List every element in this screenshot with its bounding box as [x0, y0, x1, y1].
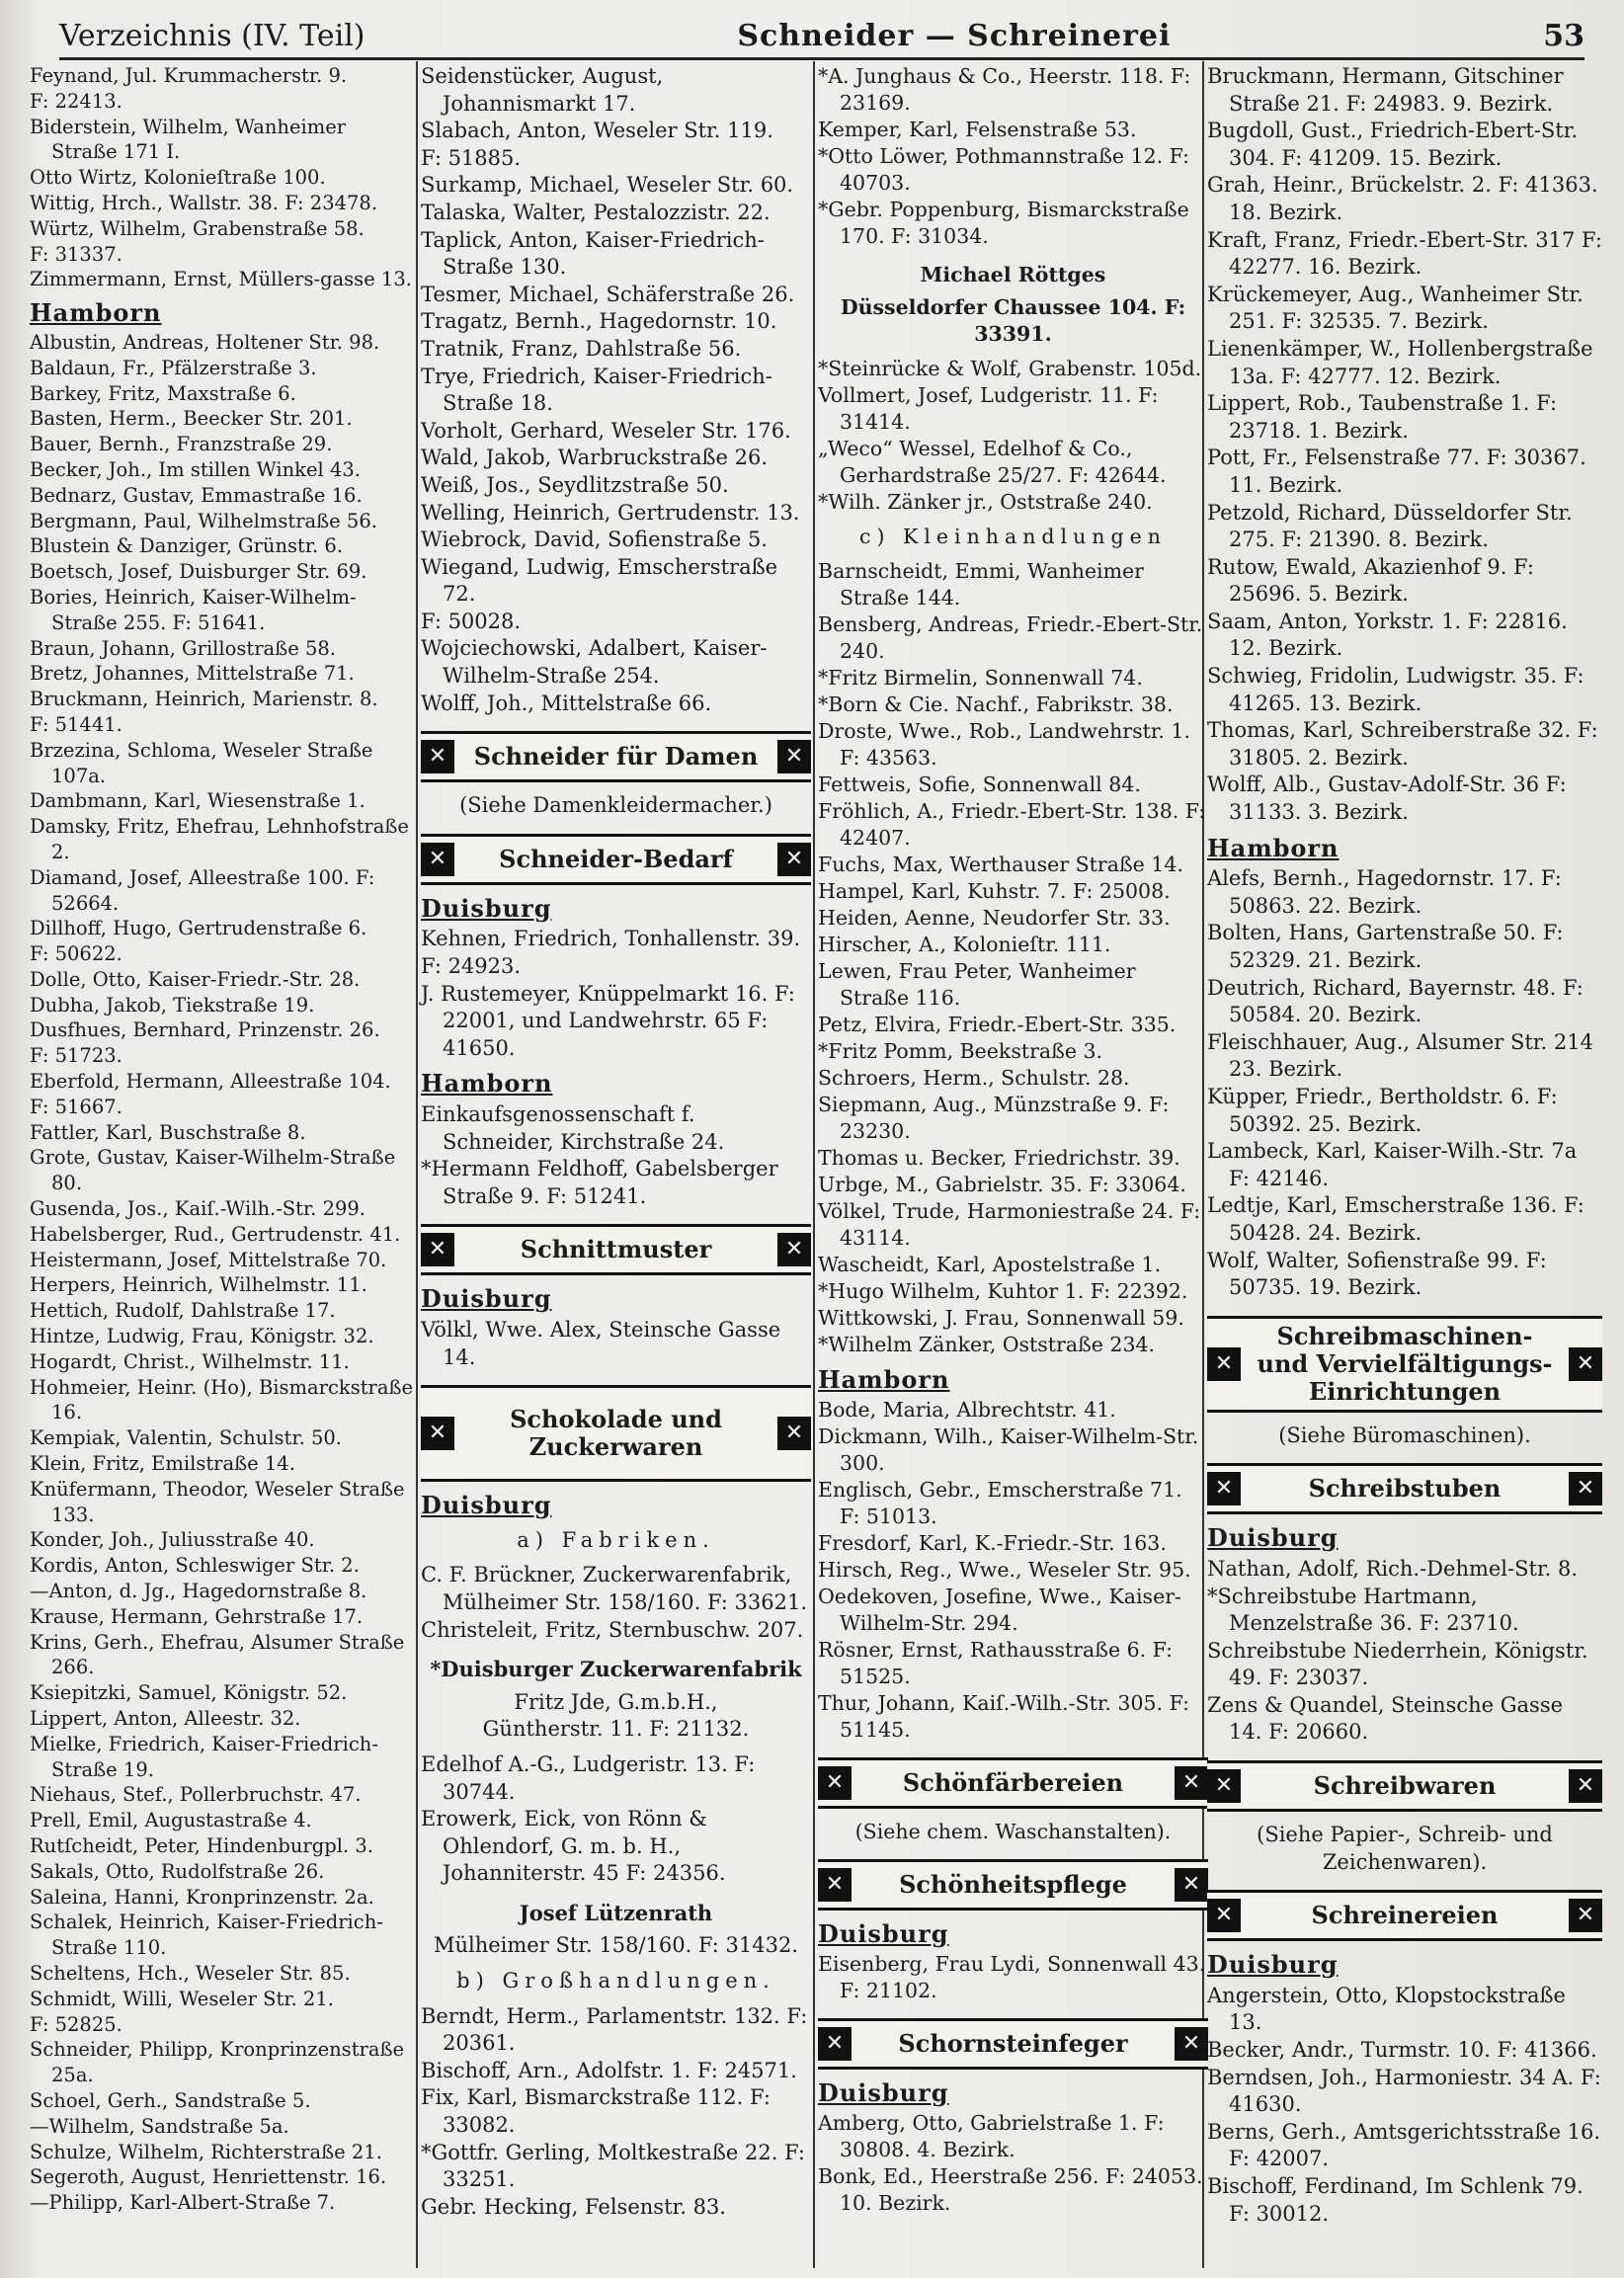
directory-entry: Thomas, Karl, Schreiberstraße 32. F: 31805. 2. Bezirk. [1207, 718, 1598, 770]
directory-entry: Kemper, Karl, Felsenstraße 53. [818, 118, 1137, 141]
section-title: Schönheitspflege [899, 1870, 1127, 1899]
ornament-icon: ✕ [421, 843, 454, 876]
directory-entry: Taplick, Anton, Kaiser-Friedrich-Straße 130. [421, 227, 765, 280]
entry-list [818, 1397, 1208, 1744]
directory-entry: Fuchs, Max, Werthauser Straße 14. [818, 853, 1183, 876]
column-rule [813, 61, 815, 2268]
section-banner [421, 1224, 811, 1275]
section-title: Schneider-Bedarf [499, 844, 733, 873]
directory-entry: Barkey, Fritz, Maxstraße 6. [30, 381, 296, 405]
directory-entry: Hampel, Karl, Kuhstr. 7. F: 25008. [818, 879, 1171, 903]
ornament-icon: ✕ [1207, 1347, 1241, 1381]
ornament-icon: ✕ [1175, 1766, 1208, 1800]
entry-list [1207, 865, 1602, 1302]
ornament-icon: ✕ [1569, 1347, 1602, 1381]
section-title: Schreinereien [1311, 1901, 1499, 1930]
directory-entry: Dusfhues, Bernhard, Prinzenstr. 26. [30, 1018, 380, 1042]
directory-entry: Oedekoven, Josefine, Wwe., Kaiser-Wilhelm-Str. 294. [818, 1585, 1181, 1635]
directory-entry: Fröhlich, A., Friedr.-Ebert-Str. 138. F: 42407. [818, 799, 1206, 850]
cross-reference: (Siehe Büromaschinen). [1278, 1423, 1531, 1447]
directory-entry: Vollmert, Josef, Ludgeristr. 11. F: 31414. [818, 383, 1159, 434]
directory-entry: Barnscheidt, Emmi, Wanheimer Straße 144. [818, 559, 1144, 610]
directory-entry: —Anton, d. Jg., Hagedornstraße 8. [30, 1580, 367, 1603]
directory-entry: Rutſcheidt, Peter, Hindenburgpl. 3. [30, 1833, 373, 1857]
directory-entry: *Gebr. Poppenburg, Bismarckstraße 170. F: 31034. [818, 198, 1189, 248]
section-banner [421, 834, 811, 885]
city-heading-duisburg: Duisburg [421, 893, 552, 923]
directory-entry: Schalek, Heinrich, Kaiser-Friedrich-Straße 110. [30, 1911, 383, 1960]
directory-entry: *Gottfr. Gerling, Moltkestraße 22. F: 33251. [421, 2140, 805, 2192]
directory-entry: Dubha, Jakob, Tiekstraße 19. [30, 993, 315, 1017]
ornament-icon: ✕ [1175, 1868, 1208, 1902]
directory-entry: „Weco“ Wessel, Edelhof & Co., Gerhardstraße 25/27. F: 42644. [818, 437, 1167, 487]
directory-entry: Thur, Johann, Kaiſ.-Wilh.-Str. 305. F: 51145. [818, 1691, 1189, 1742]
directory-entry: F: 24923. [421, 954, 522, 979]
directory-entry: Schulze, Wilhelm, Richterstraße 21. [30, 2140, 382, 2163]
city-heading-duisburg: Duisburg [421, 1284, 552, 1314]
directory-entry: Fix, Karl, Bismarckstraße 112. F: 33082. [421, 2085, 771, 2138]
entry-list [1207, 63, 1602, 827]
directory-entry: Kordis, Anton, Schleswiger Str. 2. [30, 1554, 360, 1578]
directory-entry: Hirsch, Reg., Wwe., Weseler Str. 95. [818, 1558, 1191, 1582]
featured-entry-line: Fritz Jde, G.m.b.H., [514, 1689, 718, 1714]
directory-entry: Rutow, Ewald, Akazienhof 9. F: 25696. 5. Bezirk. [1207, 554, 1534, 607]
section-title: Schönfärbereien [902, 1768, 1124, 1797]
directory-entry: Welling, Heinrich, Gertrudenstr. 13. [421, 500, 800, 525]
directory-entry: Slabach, Anton, Weseler Str. 119. [421, 119, 773, 143]
column-2 [421, 63, 811, 2221]
entry-list [421, 1562, 811, 1644]
directory-entry: Mielke, Friedrich, Kaiser-Friedrich-Straße 19. [30, 1732, 378, 1781]
directory-entry: Dambmann, Karl, Wiesenstraße 1. [30, 789, 365, 813]
directory-entry: Feynand, Jul. Krummacherstr. 9. [30, 64, 348, 87]
directory-entry: Berndt, Herm., Parlamentstr. 132. F: 20361. [421, 2003, 808, 2056]
directory-entry: Lippert, Rob., Taubenstraße 1. F: 23718. 1. Bezirk. [1207, 391, 1558, 443]
entry-list [1207, 1556, 1602, 1747]
ornament-icon: ✕ [1569, 1472, 1602, 1505]
directory-entry: Wolf, Walter, Sofienstraße 99. F: 50735. 19. Bezirk. [1207, 1248, 1547, 1300]
entry-list [818, 558, 1208, 1358]
subsection-heading: a) Fabriken. [517, 1527, 715, 1552]
directory-entry: Völkl, Wwe. Alex, Steinsche Gasse 14. [421, 1317, 781, 1369]
directory-entry: Wittkowski, J. Frau, Sonnenwall 59. [818, 1306, 1184, 1330]
directory-entry: Zens & Quandel, Steinsche Gasse 14. F: 20660. [1207, 1692, 1564, 1745]
directory-entry: Krins, Gerh., Ehefrau, Alsumer Straße 266. [30, 1630, 405, 1679]
section-banner [1207, 1760, 1602, 1812]
header-center: Schneider — Schreinerei [737, 18, 1172, 53]
directory-entry: *Wilh. Zänker jr., Oststraße 240. [818, 490, 1153, 514]
directory-entry: Otto Wirtz, Kolonieſtraße 100. [30, 166, 326, 190]
page-number: 53 [1543, 18, 1584, 53]
featured-entry-name: Michael Röttges [920, 263, 1106, 286]
directory-entry: Fleischhauer, Aug., Alsumer Str. 214 23. Bezirk. [1207, 1029, 1593, 1082]
directory-entry: Klein, Fritz, Emilstraße 14. [30, 1452, 295, 1476]
directory-entry: Prell, Emil, Augustastraße 4. [30, 1809, 312, 1832]
section-title: Schreibstuben [1308, 1474, 1502, 1504]
city-heading-duisburg: Duisburg [1207, 1950, 1339, 1980]
directory-entry: *Hermann Feldhoff, Gabelsberger Straße 9. F: 51241. [421, 1157, 778, 1208]
city-heading-hamborn: Hamborn [818, 1365, 950, 1394]
ornament-icon: ✕ [421, 740, 454, 773]
directory-entry: Siepmann, Aug., Münzstraße 9. F: 23230. [818, 1093, 1170, 1143]
directory-entry: Berns, Gerh., Amtsgerichtsstraße 16. F: 42007. [1207, 2119, 1601, 2171]
ornament-icon: ✕ [818, 2027, 852, 2061]
featured-entry-name: Josef Lützenrath [519, 1900, 713, 1925]
entry-list [421, 1101, 811, 1210]
section-title: Schreibwaren [1313, 1771, 1497, 1801]
directory-entry: Baldaun, Fr., Pfälzerstraße 3. [30, 356, 317, 379]
directory-entry: Becker, Andr., Turmstr. 10. F: 41366. [1207, 2038, 1597, 2063]
cross-reference: (Siehe Papier-, Schreib- und Zeichenwaren). [1257, 1823, 1553, 1874]
directory-entry: Wolff, Joh., Mittelstraße 66. [421, 691, 712, 715]
entry-list [818, 356, 1208, 516]
directory-entry: Lewen, Frau Peter, Wanheimer Straße 116. [818, 959, 1136, 1010]
directory-entry: Seidenstücker, August, Johannismarkt 17. [421, 64, 664, 116]
directory-entry: Schwieg, Fridolin, Ludwigstr. 35. F: 41265. 13. Bezirk. [1207, 664, 1584, 715]
directory-entry: *Hugo Wilhelm, Kuhtor 1. F: 22392. [818, 1279, 1188, 1303]
entry-list [818, 1951, 1208, 2004]
directory-entry: —Philipp, Karl-Albert-Straße 7. [30, 2191, 336, 2215]
entry-list [421, 2003, 811, 2222]
directory-entry: Wittig, Hrch., Wallstr. 38. F: 23478. [30, 191, 378, 214]
directory-entry: Surkamp, Michael, Weseler Str. 60. [421, 173, 794, 198]
directory-entry: F: 22413. [30, 89, 122, 113]
directory-entry: Bruckmann, Heinrich, Marienstr. 8. [30, 688, 378, 711]
directory-entry: Bretz, Johannes, Mittelstraße 71. [30, 662, 355, 686]
featured-entry-line: Düsseldorfer Chaussee 104. F: 33391. [840, 295, 1186, 346]
page-header [59, 14, 1584, 60]
directory-entry: Dickmann, Wilh., Kaiser-Wilhelm-Str. 300. [818, 1424, 1199, 1475]
city-heading-duisburg: Duisburg [421, 1491, 552, 1520]
directory-entry: Habelsberger, Rud., Gertrudenstr. 41. [30, 1222, 401, 1246]
directory-entry: Talaska, Walter, Pestalozzistr. 22. [421, 200, 771, 224]
ornament-icon: ✕ [1207, 1899, 1241, 1932]
directory-entry: Brzezina, Schloma, Weseler Straße 107a. [30, 738, 373, 787]
directory-entry: Bugdoll, Gust., Friedrich-Ebert-Str. 304. F: 41209. 15. Bezirk. [1207, 119, 1579, 170]
directory-entry: Wascheidt, Karl, Apostelstraße 1. [818, 1253, 1162, 1276]
directory-entry: *Fritz Pomm, Beekstraße 3. [818, 1039, 1103, 1063]
directory-entry: *Schreibstube Hartmann, Menzelstraße 36. F: 23710. [1207, 1584, 1519, 1636]
directory-entry: Schoel, Gerh., Sandstraße 5. [30, 2088, 311, 2112]
directory-entry: Bode, Maria, Albrechtstr. 41. [818, 1398, 1116, 1422]
directory-entry: Basten, Herm., Beecker Str. 201. [30, 407, 353, 431]
featured-entry-line: Mülheimer Str. 158/160. F: 31432. [433, 1933, 799, 1958]
column-1 [30, 63, 415, 2216]
directory-entry: Ksiepitzki, Samuel, Königstr. 52. [30, 1681, 348, 1705]
ornament-icon: ✕ [421, 1233, 454, 1266]
directory-entry: Segeroth, August, Henriettenstr. 16. [30, 2165, 387, 2189]
directory-entry: F: 31337. [30, 242, 122, 266]
directory-entry: Eisenberg, Frau Lydi, Sonnenwall 43. F: 21102. [818, 1952, 1206, 2002]
directory-entry: Hettich, Rudolf, Dahlstraße 17. [30, 1299, 336, 1323]
directory-entry: Vorholt, Gerhard, Weseler Str. 176. [421, 418, 791, 443]
section-title: Schokolade und Zuckerwaren [510, 1405, 722, 1462]
directory-entry: Herpers, Heinrich, Wilhelmstr. 11. [30, 1273, 367, 1297]
directory-entry: Gusenda, Jos., Kaiſ.-Wilh.-Str. 299. [30, 1197, 365, 1221]
directory-entry: Tratnik, Franz, Dahlstraße 56. [421, 336, 742, 361]
directory-entry: Erowerk, Eick, von Rönn & Ohlendorf, G. m. b. H., Johanniterstr. 45 F: 24356. [421, 1807, 726, 1886]
directory-entry: Schmidt, Willi, Weseler Str. 21. [30, 1987, 334, 2010]
directory-entry: Eberfold, Hermann, Alleestraße 104. [30, 1070, 391, 1094]
directory-entry: Diamand, Josef, Alleestraße 100. F: 52664. [30, 865, 375, 915]
directory-entry: C. F. Brückner, Zuckerwarenfabrik, Mülheimer Str. 158/160. F: 33621. [421, 1563, 808, 1614]
directory-entry: F: 51441. [30, 712, 122, 736]
directory-entry: Krückemeyer, Aug., Wanheimer Str. 251. F: 32535. 7. Bezirk. [1207, 282, 1583, 334]
directory-entry: Schneider, Philipp, Kronprinzenstraße 25a. [30, 2038, 405, 2087]
directory-entry: Wolff, Alb., Gustav-Adolf-Str. 36 F: 31133. 3. Bezirk. [1207, 773, 1567, 825]
directory-entry: *Fritz Birmelin, Sonnenwall 74. [818, 666, 1143, 690]
ornament-icon: ✕ [1569, 1769, 1602, 1803]
ornament-icon: ✕ [421, 1417, 454, 1450]
section-banner [1207, 1463, 1602, 1514]
directory-entry: Sakals, Otto, Rudolfstraße 26. [30, 1859, 325, 1883]
directory-entry: —Wilhelm, Sandstraße 5a. [30, 2114, 289, 2138]
directory-entry: *Wilhelm Zänker, Oststraße 234. [818, 1333, 1156, 1356]
directory-entry: *A. Junghaus & Co., Heerstr. 118. F: 23169. [818, 64, 1191, 115]
directory-entry: Küpper, Friedr., Bertholdstr. 6. F: 50392. 25. Bezirk. [1207, 1084, 1558, 1136]
directory-entry: Albustin, Andreas, Holtener Str. 98. [30, 330, 380, 354]
city-heading-hamborn: Hamborn [421, 1069, 553, 1098]
directory-entry: Würtz, Wilhelm, Grabenstraße 58. [30, 216, 365, 240]
directory-entry: *Steinrücke & Wolf, Grabenstr. 105d. [818, 357, 1202, 380]
directory-entry: Wojciechowski, Adalbert, Kaiser-Wilhelm-Straße 254. [421, 636, 768, 689]
ornament-icon: ✕ [777, 740, 811, 773]
ornament-icon: ✕ [818, 1868, 852, 1902]
city-heading-hamborn: Hamborn [30, 298, 162, 328]
directory-entry: Dolle, Otto, Kaiser-Friedr.-Str. 28. [30, 967, 361, 991]
ornament-icon: ✕ [1207, 1769, 1241, 1803]
directory-entry: Rösner, Ernst, Rathausstraße 6. F: 51525. [818, 1638, 1174, 1688]
directory-entry: Wiegand, Ludwig, Emscherstraße 72. [421, 554, 778, 607]
directory-entry: Christeleit, Fritz, Sternbuschw. 207. [421, 1617, 804, 1642]
directory-entry: F: 50622. [30, 942, 122, 966]
directory-entry: Völkel, Trude, Harmoniestraße 24. F: 43114. [818, 1199, 1201, 1250]
directory-entry: Wald, Jakob, Warbruckstraße 26. [421, 446, 769, 470]
directory-entry: Gebr. Hecking, Felsenstr. 83. [421, 2194, 726, 2219]
directory-entry: Bonk, Ed., Heerstraße 256. F: 24053. 10. Bezirk. [818, 2164, 1203, 2215]
cross-reference: (Siehe chem. Waschanstalten). [854, 1820, 1172, 1843]
ornament-icon: ✕ [777, 1233, 811, 1266]
directory-entry: Bergmann, Paul, Wilhelmstraße 56. [30, 509, 377, 532]
directory-entry: Zimmermann, Ernst, Müllers-gasse 13. [30, 268, 412, 291]
directory-entry: Bolten, Hans, Gartenstraße 50. F: 52329. 21. Bezirk. [1207, 921, 1564, 972]
header-left: Verzeichnis (IV. Teil) [59, 18, 365, 53]
section-title: Schornsteinfeger [898, 2029, 1128, 2058]
entry-list [1207, 1983, 1602, 2228]
section-title: Schreibmaschinen- und Vervielfältigungs-Einrichtungen [1257, 1321, 1553, 1406]
featured-entry-line: Güntherstr. 11. F: 21132. [482, 1717, 750, 1742]
directory-entry: Bensberg, Andreas, Friedr.-Ebert-Str. 240. [818, 612, 1203, 663]
ornament-icon: ✕ [777, 843, 811, 876]
directory-entry: Englisch, Gebr., Emscherstraße 71. F: 51013. [818, 1478, 1182, 1528]
directory-entry: Grah, Heinr., Brückelstr. 2. F: 41363. 18. Bezirk. [1207, 173, 1598, 224]
directory-entry: Hirscher, A., Kolonieſtr. 111. [818, 933, 1111, 956]
directory-entry: Heiden, Aenne, Neudorfer Str. 33. [818, 906, 1171, 930]
directory-entry: Tesmer, Michael, Schäferstraße 26. [421, 282, 795, 306]
city-heading-duisburg: Duisburg [818, 1919, 949, 1948]
directory-entry: Biderstein, Wilhelm, Wanheimer Straße 171 I. [30, 115, 347, 164]
entry-list [818, 63, 1208, 250]
directory-entry: Blustein & Danziger, Grünstr. 6. [30, 534, 344, 558]
city-heading-duisburg: Duisburg [1207, 1523, 1339, 1553]
ornament-icon: ✕ [777, 1417, 811, 1450]
directory-entry: Petz, Elvira, Friedr.-Ebert-Str. 335. [818, 1013, 1177, 1036]
directory-entry: Heistermann, Josef, Mittelstraße 70. [30, 1248, 387, 1271]
directory-entry: Scheltens, Hch., Weseler Str. 85. [30, 1961, 351, 1985]
section-banner [818, 1757, 1208, 1809]
directory-entry: Weiß, Jos., Seydlitzstraße 50. [421, 472, 729, 497]
directory-entry: Hintze, Ludwig, Frau, Königstr. 32. [30, 1325, 374, 1348]
directory-entry: Wiebrock, David, Sofienstraße 5. [421, 528, 768, 552]
directory-entry: Petzold, Richard, Düsseldorfer Str. 275. F: 21390. 8. Bezirk. [1207, 500, 1573, 552]
directory-entry: Fresdorf, Karl, K.-Friedr.-Str. 163. [818, 1531, 1167, 1555]
directory-entry: Damsky, Fritz, Ehefrau, Lehnhofstraße 2. [30, 815, 409, 863]
directory-entry: Dillhoff, Hugo, Gertrudenstraße 6. [30, 917, 367, 940]
directory-entry: Schreibstube Niederrhein, Königstr. 49. F: 23037. [1207, 1638, 1588, 1690]
ornament-icon: ✕ [1175, 2027, 1208, 2061]
directory-entry: Trye, Friedrich, Kaiser-Friedrich-Straße 18. [421, 364, 772, 416]
directory-entry: Bischoff, Arn., Adolfstr. 1. F: 24571. [421, 2058, 797, 2082]
directory-entry: F: 51723. [30, 1044, 122, 1068]
directory-entry: *Otto Löwer, Pothmannstraße 12. F: 40703. [818, 144, 1190, 195]
directory-entry: Bednarz, Gustav, Emmastraße 16. [30, 483, 363, 507]
directory-entry: Deutrich, Richard, Bayernstr. 48. F: 50584. 20. Bezirk. [1207, 975, 1583, 1027]
directory-entry: Angerstein, Otto, Klopstockstraße 13. [1207, 1983, 1566, 2035]
directory-entry: Hohmeier, Heinr. (Ho), Bismarckstraße 16. [30, 1375, 414, 1424]
directory-entry: Lippert, Anton, Alleestr. 32. [30, 1707, 301, 1730]
column-3 [818, 63, 1208, 2217]
ornament-icon: ✕ [1207, 1472, 1241, 1505]
directory-entry: Hogardt, Christ., Wilhelmstr. 11. [30, 1349, 350, 1373]
directory-entry: Boetsch, Josef, Duisburger Str. 69. [30, 560, 367, 584]
directory-entry: Grote, Gustav, Kaiser-Wilhelm-Straße 80. [30, 1146, 396, 1195]
section-banner [818, 1859, 1208, 1911]
column-rule [416, 61, 418, 2268]
ornament-icon: ✕ [1569, 1899, 1602, 1932]
entry-list [421, 1317, 811, 1371]
directory-entry: Krause, Hermann, Gehrstraße 17. [30, 1604, 364, 1628]
column-4 [1207, 63, 1602, 2228]
directory-entry: Saleina, Hanni, Kronprinzenstr. 2a. [30, 1885, 374, 1909]
directory-entry: Kraft, Franz, Friedr.-Ebert-Str. 317 F: 42277. 16. Bezirk. [1207, 227, 1602, 280]
directory-entry: Schroers, Herm., Schulstr. 28. [818, 1066, 1130, 1090]
directory-entry: *Born & Cie. Nachf., Fabrikstr. 38. [818, 692, 1174, 716]
section-title: Schneider für Damen [473, 742, 759, 772]
entry-list [30, 330, 415, 2216]
directory-entry: Droste, Wwe., Rob., Landwehrstr. 1. F: 43563. [818, 719, 1190, 770]
directory-entry: Bories, Heinrich, Kaiser-Wilhelm-Straße 255. F: 51641. [30, 585, 357, 634]
directory-entry: Konder, Joh., Juliusstraße 40. [30, 1528, 315, 1552]
section-banner [1207, 1890, 1602, 1941]
directory-entry: Einkaufsgenossenschaft f. Schneider, Kirchstraße 24. [421, 1102, 725, 1154]
directory-entry: F: 51667. [30, 1095, 122, 1118]
section-banner [421, 1385, 811, 1482]
directory-entry: Lienenkämper, W., Hollenbergstraße 13a. F: 42777. 12. Bezirk. [1207, 336, 1593, 388]
subsection-heading: c) Kleinhandlungen [859, 525, 1167, 548]
entry-list [421, 926, 811, 1062]
directory-entry: Thomas u. Becker, Friedrichstr. 39. [818, 1146, 1180, 1170]
section-banner [421, 731, 811, 782]
directory-entry: Bauer, Bernh., Franzstraße 29. [30, 433, 333, 456]
directory-entry: F: 52825. [30, 2012, 122, 2036]
directory-entry: Berndsen, Joh., Harmoniestr. 34 A. F: 41630. [1207, 2065, 1601, 2117]
directory-entry: Bischoff, Ferdinand, Im Schlenk 79. F: 30012. [1207, 2174, 1583, 2226]
directory-entry: Braun, Johann, Grillostraße 58. [30, 636, 336, 660]
section-banner [1207, 1316, 1602, 1413]
subsection-heading: b) Großhandlungen. [456, 1969, 775, 1993]
directory-entry: Pott, Fr., Felsenstraße 77. F: 30367. 11. Bezirk. [1207, 446, 1586, 497]
directory-entry: Fettweis, Sofie, Sonnenwall 84. [818, 773, 1141, 796]
cross-reference: (Siehe Damenkleidermacher.) [459, 793, 772, 818]
directory-entry: Amberg, Otto, Gabrielstraße 1. F: 30808. 4. Bezirk. [818, 2111, 1165, 2161]
directory-entry: Becker, Joh., Im stillen Winkel 43. [30, 457, 361, 481]
directory-entry: Niehaus, Stef., Pollerbruchstr. 47. [30, 1783, 362, 1807]
directory-entry: Nathan, Adolf, Rich.-Dehmel-Str. 8. [1207, 1556, 1579, 1581]
directory-entry: Alefs, Bernh., Hagedornstr. 17. F: 50863. 22. Bezirk. [1207, 866, 1562, 918]
ornament-icon: ✕ [818, 1766, 852, 1800]
entry-list [421, 1751, 811, 1888]
section-title: Schnittmuster [520, 1235, 712, 1264]
directory-entry: J. Rustemeyer, Knüppelmarkt 16. F: 22001, und Landwehrstr. 65 F: 41650. [421, 981, 795, 1060]
directory-entry: F: 51885. [421, 145, 522, 170]
directory-entry: Tragatz, Bernh., Hagedornstr. 10. [421, 309, 777, 334]
directory-entry: Urbge, M., Gabrielstr. 35. F: 33064. [818, 1173, 1186, 1196]
directory-entry: Kehnen, Friedrich, Tonhallenstr. 39. [421, 927, 801, 951]
directory-entry: Saam, Anton, Yorkstr. 1. F: 22816. 12. Bezirk. [1207, 609, 1568, 661]
directory-entry: Ledtje, Karl, Emscherstraße 136. F: 50428. 24. Bezirk. [1207, 1193, 1584, 1245]
entry-list [818, 2110, 1208, 2217]
city-heading-hamborn: Hamborn [1207, 833, 1340, 862]
entry-list [421, 63, 811, 717]
featured-entry-name: *Duisburger Zuckerwarenfabrik [430, 1657, 802, 1682]
city-heading-duisburg: Duisburg [818, 2078, 949, 2107]
directory-entry: Edelhof A.-G., Ludgeristr. 13. F: 30744. [421, 1751, 756, 1804]
directory-entry: Lambeck, Karl, Kaiser-Wilh.-Str. 7a F: 42146. [1207, 1139, 1578, 1190]
directory-entry: Fattler, Karl, Buschstraße 8. [30, 1120, 306, 1144]
entry-list [30, 63, 415, 292]
directory-entry: Kempiak, Valentin, Schulstr. 50. [30, 1426, 342, 1450]
directory-entry: Knüfermann, Theodor, Weseler Straße 133. [30, 1477, 405, 1526]
directory-entry: Bruckmann, Hermann, Gitschiner Straße 21. F: 24983. 9. Bezirk. [1207, 64, 1564, 116]
section-banner [818, 2018, 1208, 2070]
directory-entry: F: 50028. [421, 609, 522, 633]
